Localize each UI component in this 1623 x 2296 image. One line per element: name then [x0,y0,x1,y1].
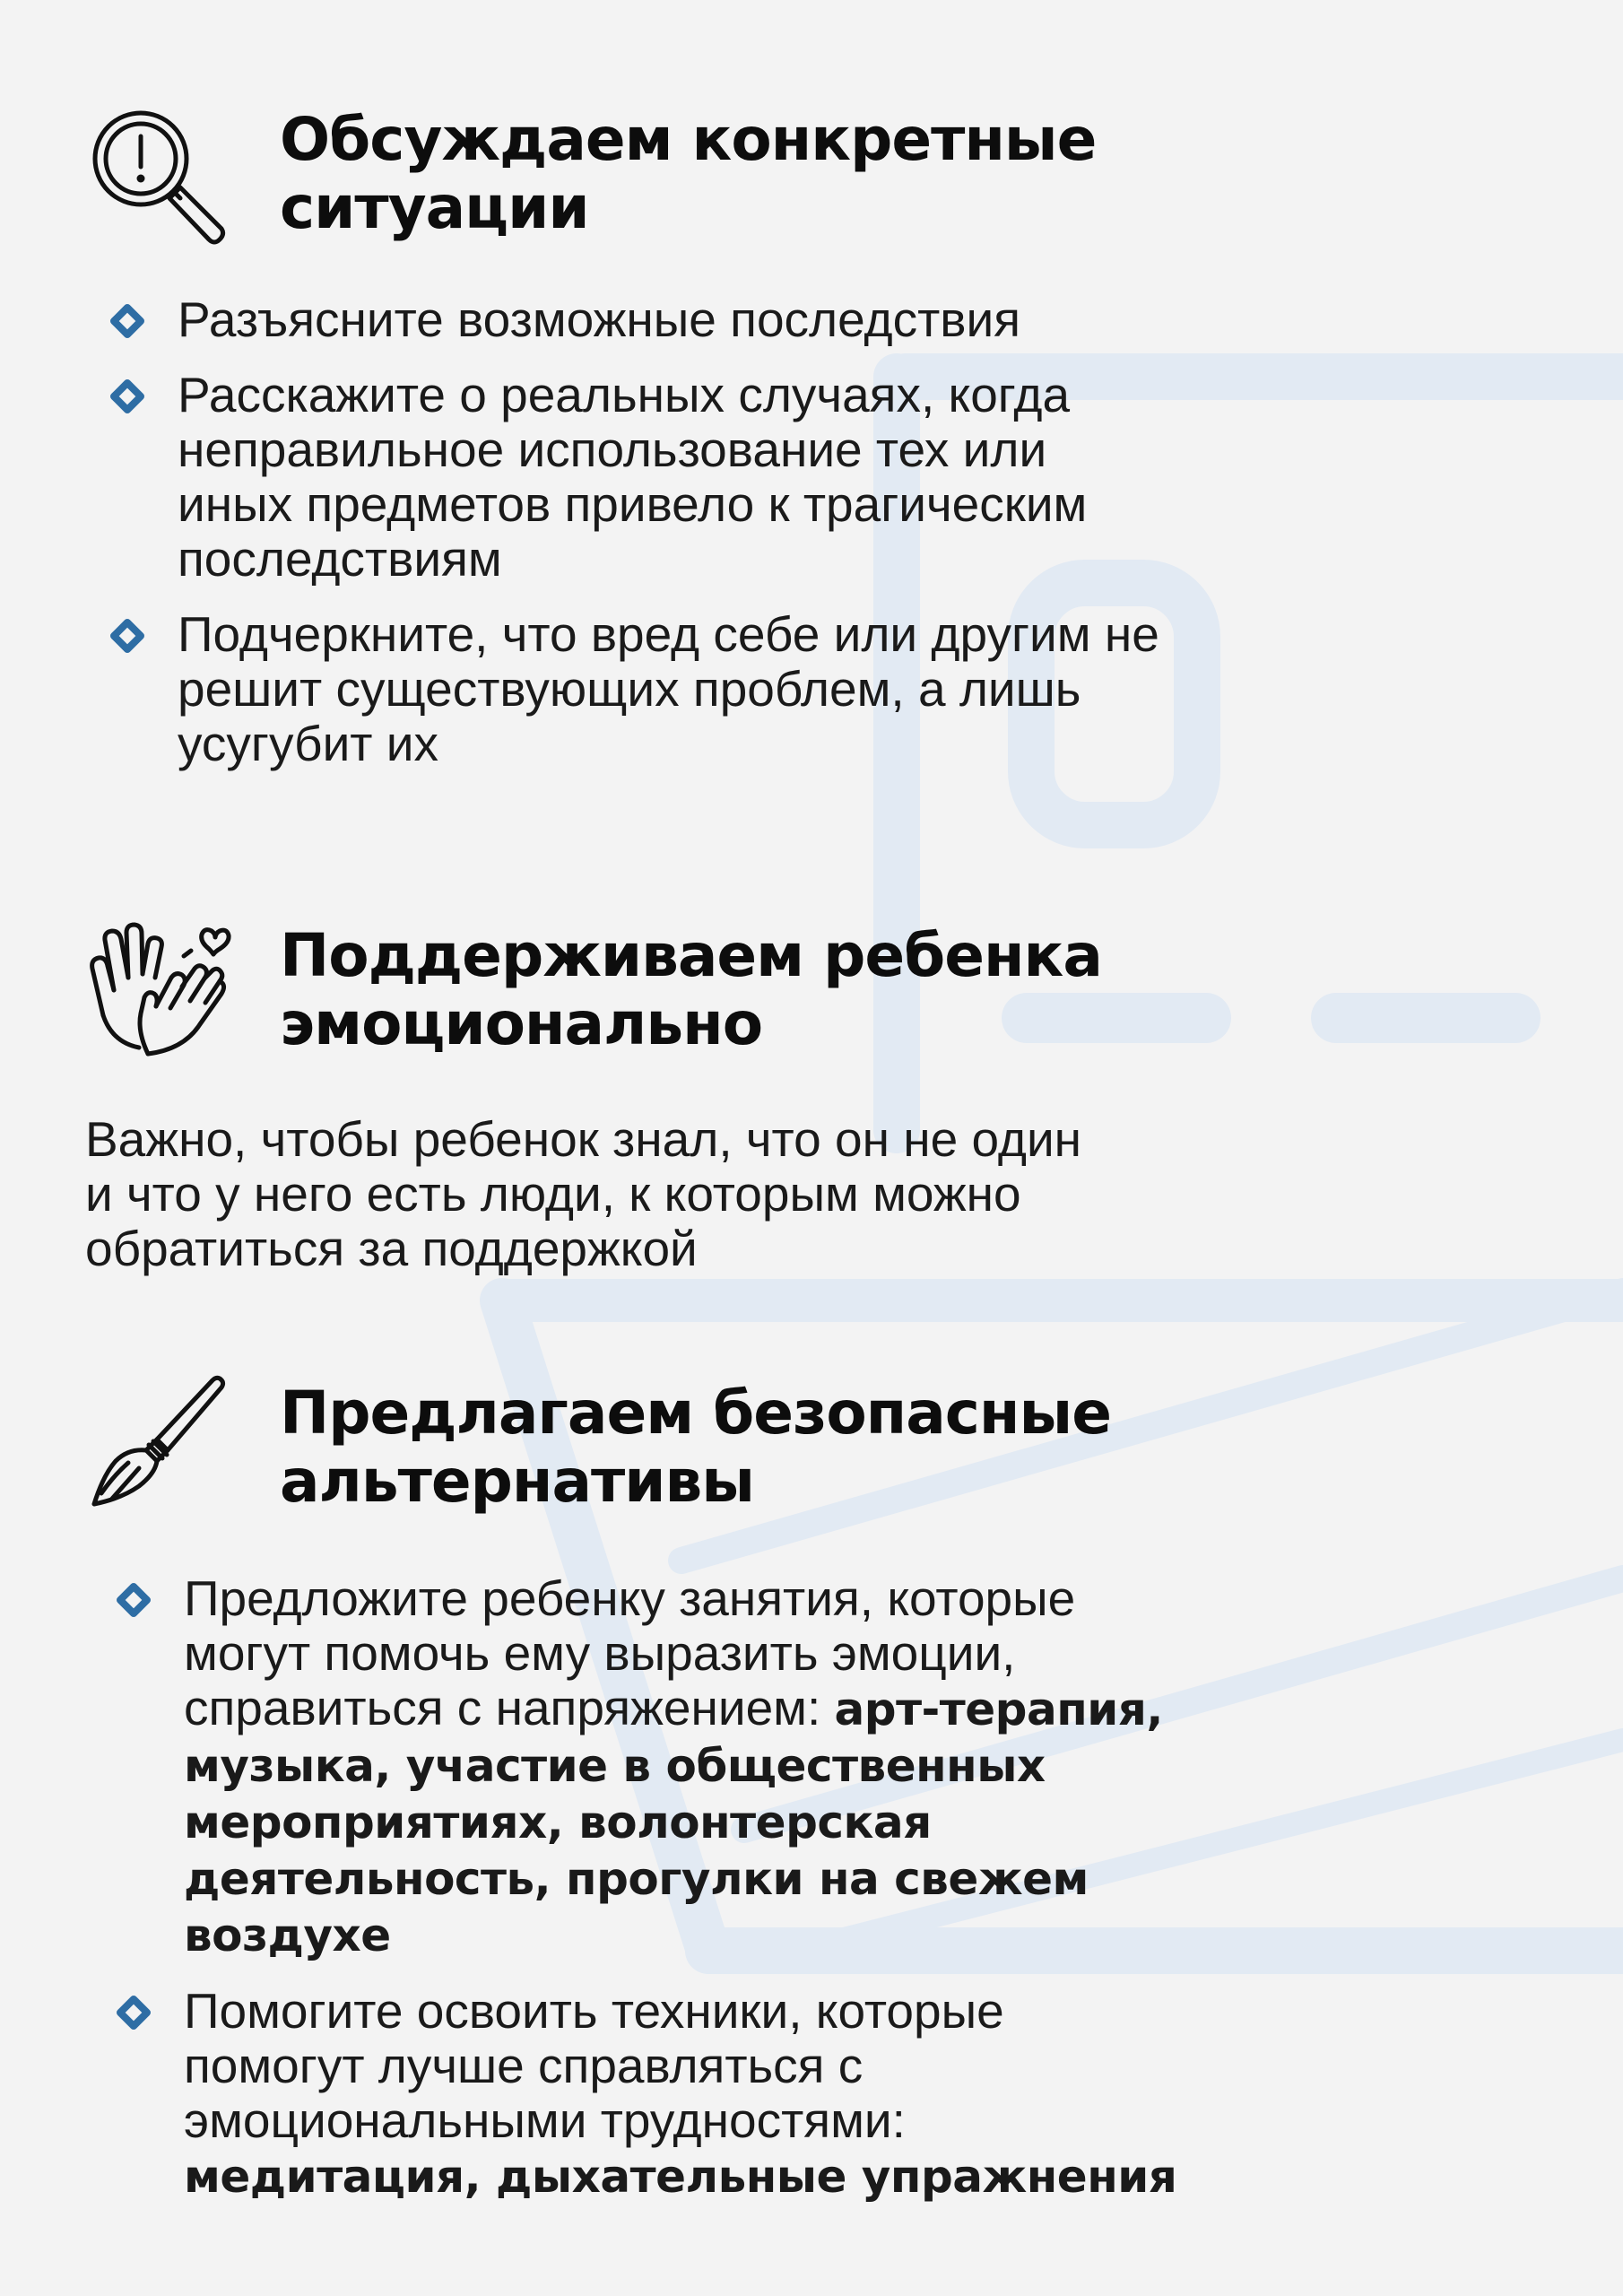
paintbrush-icon [85,1368,233,1516]
paragraph [85,1112,1385,1276]
title-line: Обсуждаем конкретные [280,105,1097,174]
list-item-text: Подчеркните, что вред себе или другим не [178,606,1159,662]
title-line: Предлагаем безопасные [280,1378,1111,1448]
bullet-list [105,1571,1405,2225]
emphasis-text: мероприятиях, волонтерская [184,1796,932,1848]
emphasis-text: музыка, участие в общественных [184,1740,1046,1792]
list-item [105,1571,1405,1963]
title-line: Поддерживаем ребенка [280,921,1102,990]
diamond-bullet-icon [116,1582,152,1618]
list-item-text: неправильное использование тех или [178,422,1047,477]
list-item [105,1984,1405,2205]
diamond-bullet-icon [109,303,145,339]
paragraph-line: Важно, чтобы ребенок знал, что он не один [85,1111,1082,1167]
section-discuss [85,99,1430,816]
list-item-text: Помогите освоить техники, которые [184,1983,1004,2039]
bullet-list [99,292,1372,792]
emphasis-text: арт-терапия, [834,1683,1163,1735]
section-title [280,106,1096,242]
list-item-text: Предложите ребенку занятия, которые [184,1570,1076,1626]
list-item-text: Расскажите о реальных случаях, когда [178,367,1071,422]
title-line: эмоционально [280,989,763,1058]
paragraph-line: и что у него есть люди, к которым можно [85,1166,1021,1222]
list-item-text: усугубит их [178,716,438,771]
list-item-text: помогут лучше справляться с [184,2038,864,2093]
magnifier-exclamation-icon [85,103,233,251]
list-item-text: могут помочь ему выразить эмоции, [184,1625,1016,1681]
emphasis-text: воздухе [184,1909,391,1961]
list-item-text: справиться с напряжением: [184,1680,835,1735]
diamond-bullet-icon [109,618,145,654]
hands-heart-icon [85,915,233,1063]
section-alternatives [85,1363,1430,2224]
section-title [280,1379,1111,1516]
list-item [99,292,1372,347]
list-item-text: решит существующих проблем, а лишь [178,661,1081,717]
section-title [280,922,1102,1058]
list-item-text: Разъясните возможные последствия [178,291,1021,347]
section-support [85,910,1430,1296]
emphasis-text: медитация, дыхательные упражнения [184,2151,1177,2203]
list-item-text: иных предметов привело к трагическим [178,476,1088,532]
title-line: ситуации [280,173,589,242]
emphasis-text: деятельность, прогулки на свежем [184,1853,1089,1905]
list-item-text: эмоциональными трудностями: [184,2092,906,2148]
diamond-bullet-icon [109,378,145,414]
paragraph-line: обратиться за поддержкой [85,1221,698,1276]
list-item [99,368,1372,587]
title-line: альтернативы [280,1447,754,1516]
list-item [99,607,1372,771]
diamond-bullet-icon [116,1995,152,2031]
list-item-text: последствиям [178,531,502,587]
